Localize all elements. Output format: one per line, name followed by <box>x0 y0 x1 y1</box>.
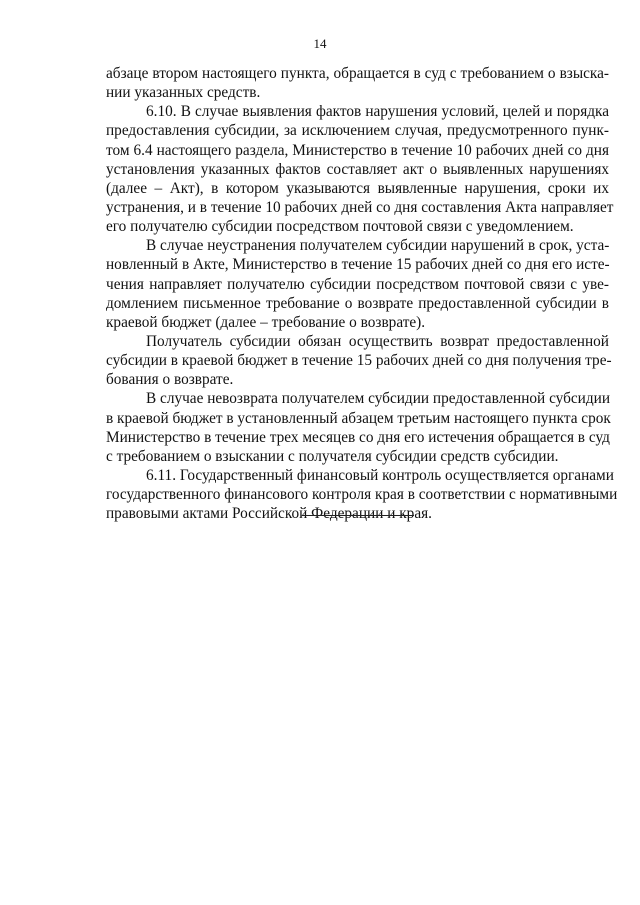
text-line: абзаце втором настоящего пункта, обращается в суд с требованием о взыска- <box>106 65 609 82</box>
paragraph-start: В случае невозврата получателем субсидии предоставленной субсидии <box>146 390 611 408</box>
paragraph-6-10-start: 6.10. В случае выявления фактов нарушения условий, целей и порядка <box>146 103 609 121</box>
text-line: чения направляет получателю субсидии посредством почтовой связи с уве- <box>106 275 609 293</box>
text-line: установления указанных фактов составляет акт о выявленных нарушениях <box>106 160 609 178</box>
text-line: субсидии в краевой бюджет в течение 15 рабочих дней со дня получения тре- <box>106 352 612 370</box>
end-of-document-rule <box>302 515 414 516</box>
paragraph-start: В случае неустранения получателем субсидии нарушений в срок, уста- <box>146 237 610 255</box>
text-line: бования о возврате. <box>106 371 234 389</box>
text-line: предоставления субсидии, за исключением случая, предусмотренного пунк- <box>106 122 609 140</box>
text-line: его получателю субсидии посредством почтовой связи с уведомлением. <box>106 218 574 236</box>
text-line: новленный в Акте, Министерство в течение 15 рабочих дней со дня его истe- <box>106 256 610 274</box>
text-line: с требованием о взыскании с получателя субсидии средств субсидии. <box>106 447 559 465</box>
document-body <box>106 64 618 523</box>
text-line: Министерство в течение трех месяцев со дня его истечения обращается в суд <box>106 428 610 446</box>
text-line: (далее – Акт), в котором указываются выявленные нарушения, сроки их <box>106 179 609 197</box>
text-line: в краевой бюджет в установленный абзацем третьим настоящего пункта срок <box>106 409 611 427</box>
text-line: устранения, и в течение 10 рабочих дней со дня составления Акта направляет <box>106 198 614 216</box>
paragraph-start: Получатель субсидии обязан осуществить возврат предоставленной <box>146 332 609 350</box>
text-line: правовыми актами Российской Федерации и края. <box>106 505 432 523</box>
text-line: нии указанных средств. <box>106 84 261 102</box>
text-line: домлением письменное требование о возврате предоставленной субсидии в <box>106 294 609 312</box>
page-number: 14 <box>313 36 327 51</box>
text-line: том 6.4 настоящего раздела, Министерство в течение 10 рабочих дней со дня <box>106 141 609 159</box>
text-line: краевой бюджет (далее – требование о возврате). <box>106 313 426 331</box>
text-line: государственного финансового контроля края в соответствии с нормативными <box>106 486 618 504</box>
paragraph-6-11-start: 6.11. Государственный финансовый контроль осуществляется органами <box>146 466 614 484</box>
